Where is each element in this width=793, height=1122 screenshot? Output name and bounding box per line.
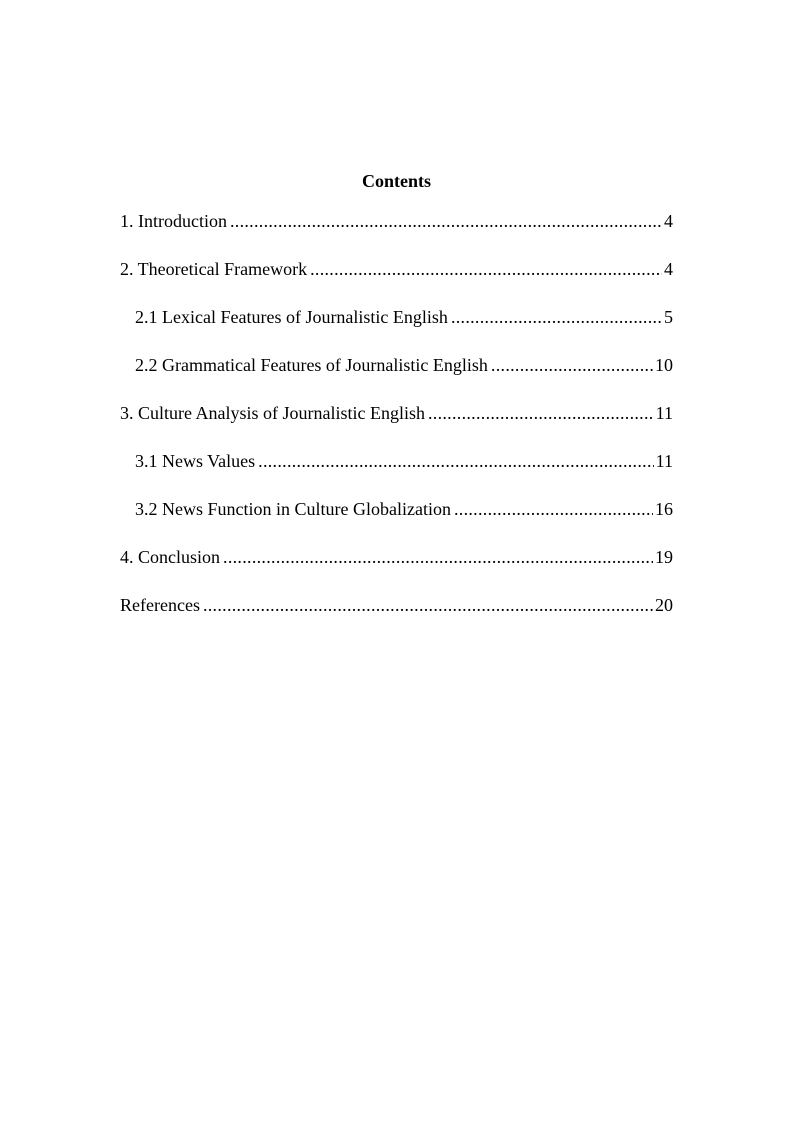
toc-entry-grammatical-features[interactable]: [120, 352, 673, 400]
toc-entry-label: References: [120, 595, 200, 615]
toc-entry-label: 3.2 News Function in Culture Globalization: [135, 499, 451, 519]
toc-entry-page-number: 11: [655, 451, 673, 471]
dot-leader: [223, 544, 653, 570]
toc-entry-introduction[interactable]: [120, 208, 673, 256]
dot-leader: [203, 592, 653, 618]
toc-entry-culture-analysis[interactable]: [120, 400, 673, 448]
dot-leader: [230, 208, 662, 234]
toc-entry-label: 1. Introduction: [120, 211, 227, 231]
toc-entry-lexical-features[interactable]: [120, 304, 673, 352]
toc-entry-page-number: 4: [664, 259, 673, 279]
toc-entry-label: 2.2 Grammatical Features of Journalistic English: [135, 355, 488, 375]
dot-leader: [310, 256, 662, 282]
dot-leader: [454, 496, 653, 522]
dot-leader: [428, 400, 654, 426]
toc-entry-label: 3.1 News Values: [135, 451, 256, 471]
dot-leader: [451, 304, 662, 330]
toc-entry-page-number: 16: [655, 499, 673, 519]
toc-entry-news-values[interactable]: [120, 448, 673, 496]
dot-leader: [491, 352, 653, 378]
dot-leader: [258, 448, 654, 474]
toc-entry-page-number: 19: [655, 547, 673, 567]
toc-entry-label: 2.1 Lexical Features of Journalistic English: [135, 307, 448, 327]
toc-entry-conclusion[interactable]: [120, 544, 673, 592]
toc-entry-page-number: 20: [655, 595, 673, 615]
toc-entry-theoretical-framework[interactable]: [120, 256, 673, 304]
toc-entry-label: 2. Theoretical Framework: [120, 259, 308, 279]
toc-entry-references[interactable]: [120, 592, 673, 640]
table-of-contents: [120, 208, 673, 640]
toc-entry-page-number: 10: [655, 355, 673, 375]
toc-entry-label: 4. Conclusion: [120, 547, 221, 567]
page-title: Contents: [361, 171, 431, 191]
toc-entry-page-number: 11: [655, 403, 673, 423]
toc-entry-page-number: 5: [664, 307, 673, 327]
toc-entry-page-number: 4: [664, 211, 673, 231]
toc-entry-label: 3. Culture Analysis of Journalistic English: [120, 403, 425, 423]
toc-entry-news-function[interactable]: [120, 496, 673, 544]
